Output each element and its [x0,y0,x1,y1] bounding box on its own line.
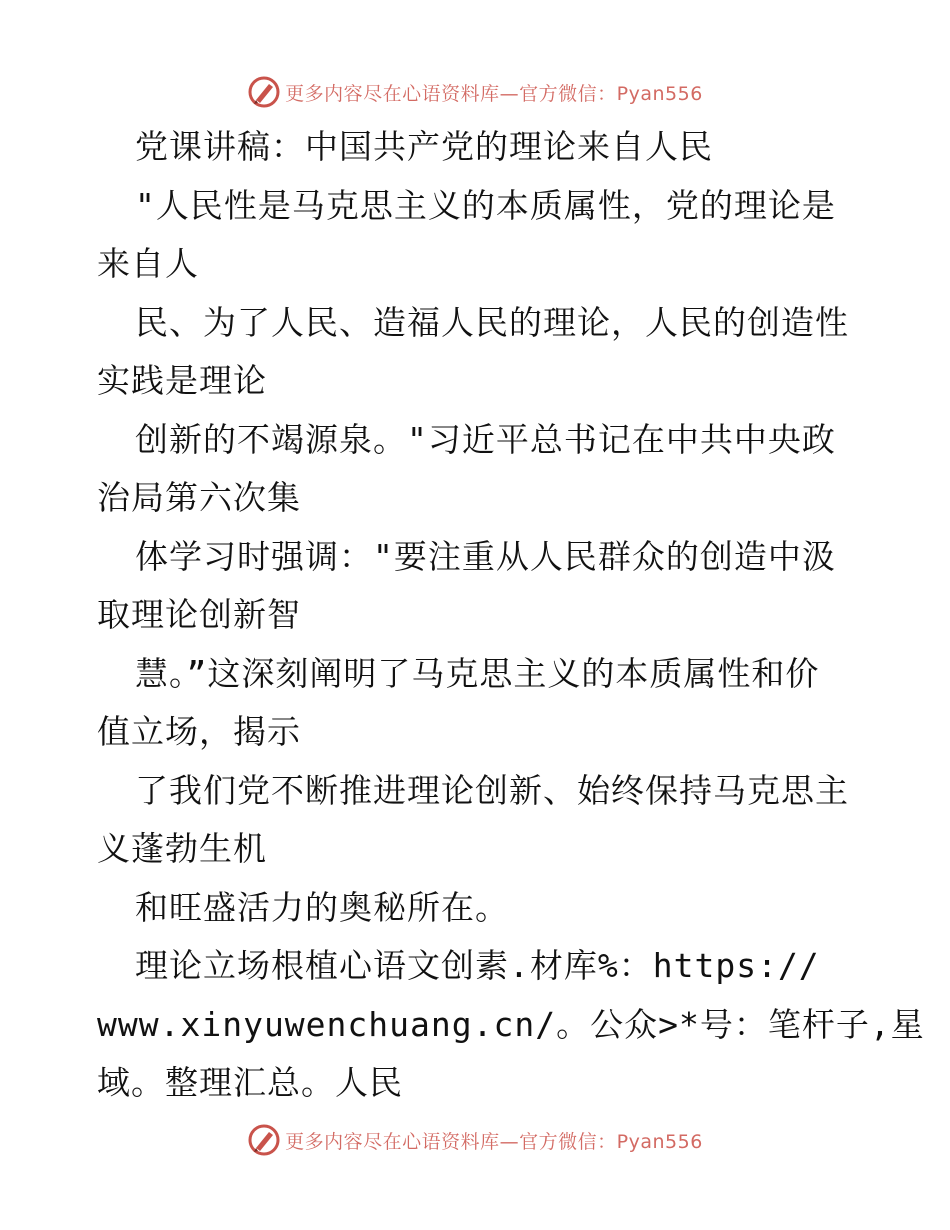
body-text-line: 体学习时强调："要注重从人民群众的创造中汲 [135,536,836,576]
body-text-line: 义蓬勃生机 [97,829,267,868]
body-text-line: www.xinyuwenchuang.cn/。公众>*号：笔杆子,星 [97,1004,925,1044]
footer-watermark-text: 更多内容尽在心语资料库—官方微信：Pyan556 [285,1130,703,1153]
body-text-line: 理论立场根植心语文创素.材库%：https:// [135,946,820,985]
body-text-line: 和旺盛活力的奥秘所在。 [135,887,509,927]
header-watermark-banner [0,72,950,112]
body-text-line: 治局第六次集 [97,478,301,517]
body-text-line: 党课讲稿：中国共产党的理论来自人民 [135,127,713,166]
body-text-line: "人民性是马克思主义的本质属性，党的理论是 [135,185,836,225]
body-text-line: 来自人 [97,244,199,283]
body-text-line: 民、为了人民、造福人民的理论，人民的创造性 [135,302,849,342]
body-text-line: 创新的不竭源泉。"习近平总书记在中共中央政 [135,419,836,459]
body-text-line: 域。整理汇总。人民 [97,1063,403,1102]
pen-logo-icon [247,1123,281,1157]
body-text-line: 取理论创新智 [97,595,301,634]
body-text-line: 值立场，揭示 [97,712,301,751]
footer-watermark-banner [0,1120,950,1160]
body-text-line: 实践是理论 [97,361,267,400]
document-body [97,118,925,1113]
header-watermark-text: 更多内容尽在心语资料库—官方微信：Pyan556 [285,82,703,105]
body-text-line: 了我们党不断推进理论创新、始终保持马克思主 [135,770,849,810]
body-text-line: 慧。”这深刻阐明了马克思主义的本质属性和价 [135,653,820,693]
pen-logo-icon [247,75,281,109]
